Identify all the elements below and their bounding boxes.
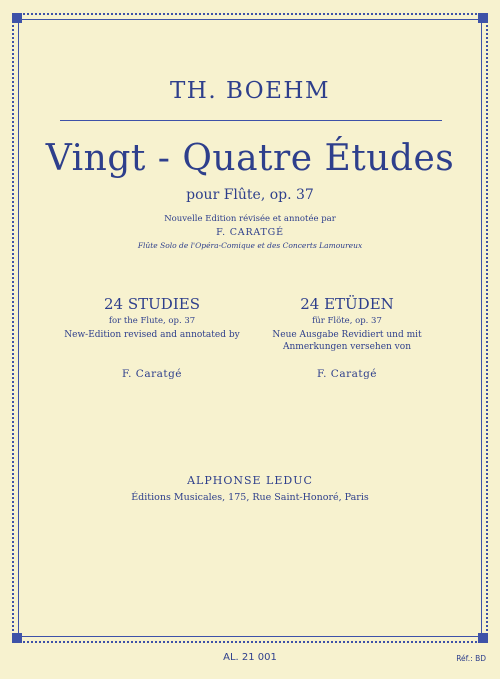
- title-rule: [60, 120, 442, 121]
- publisher-name: ALPHONSE LEDUC: [187, 474, 313, 487]
- german-edition-line-1: Neue Ausgabe Revidiert und mit: [272, 330, 422, 340]
- publisher-address: Éditions Musicales, 175, Rue Saint-Honoré, Paris: [131, 492, 369, 503]
- border-corner-bottom-left: [12, 633, 22, 643]
- subtitle: pour Flûte, op. 37: [186, 187, 314, 203]
- german-subtitle: für Flöte, op. 37: [312, 316, 382, 326]
- german-editor: F. Caratgé: [316, 368, 378, 380]
- english-edition-line-1: New-Edition revised and annotated by: [64, 330, 240, 340]
- editor-role: Flûte Solo de l'Opéra-Comique et des Concerts Lamoureux: [137, 241, 363, 250]
- reference-code: Réf.: BD: [456, 654, 486, 663]
- decorative-border-inner: [18, 19, 482, 637]
- german-title: 24 ETÜDEN: [300, 295, 394, 313]
- german-edition-note: [247, 329, 447, 353]
- border-corner-bottom-right: [478, 633, 488, 643]
- composer-name: TH. BOEHM: [169, 78, 331, 104]
- english-editor: F. Caratgé: [121, 368, 183, 380]
- german-edition-line-2: Anmerkungen versehen von: [283, 342, 411, 352]
- border-corner-top-left: [12, 13, 22, 23]
- english-subtitle: for the Flute, op. 37: [108, 316, 196, 326]
- english-edition-note: [52, 329, 252, 341]
- english-title: 24 STUDIES: [104, 295, 200, 313]
- editor-name: F. CARATGÉ: [216, 227, 284, 238]
- edition-note: Nouvelle Edition révisée et annotée par: [164, 214, 336, 224]
- border-corner-top-right: [478, 13, 488, 23]
- catalog-number: AL. 21 001: [223, 652, 277, 663]
- main-title: Vingt - Quatre Études: [45, 138, 455, 179]
